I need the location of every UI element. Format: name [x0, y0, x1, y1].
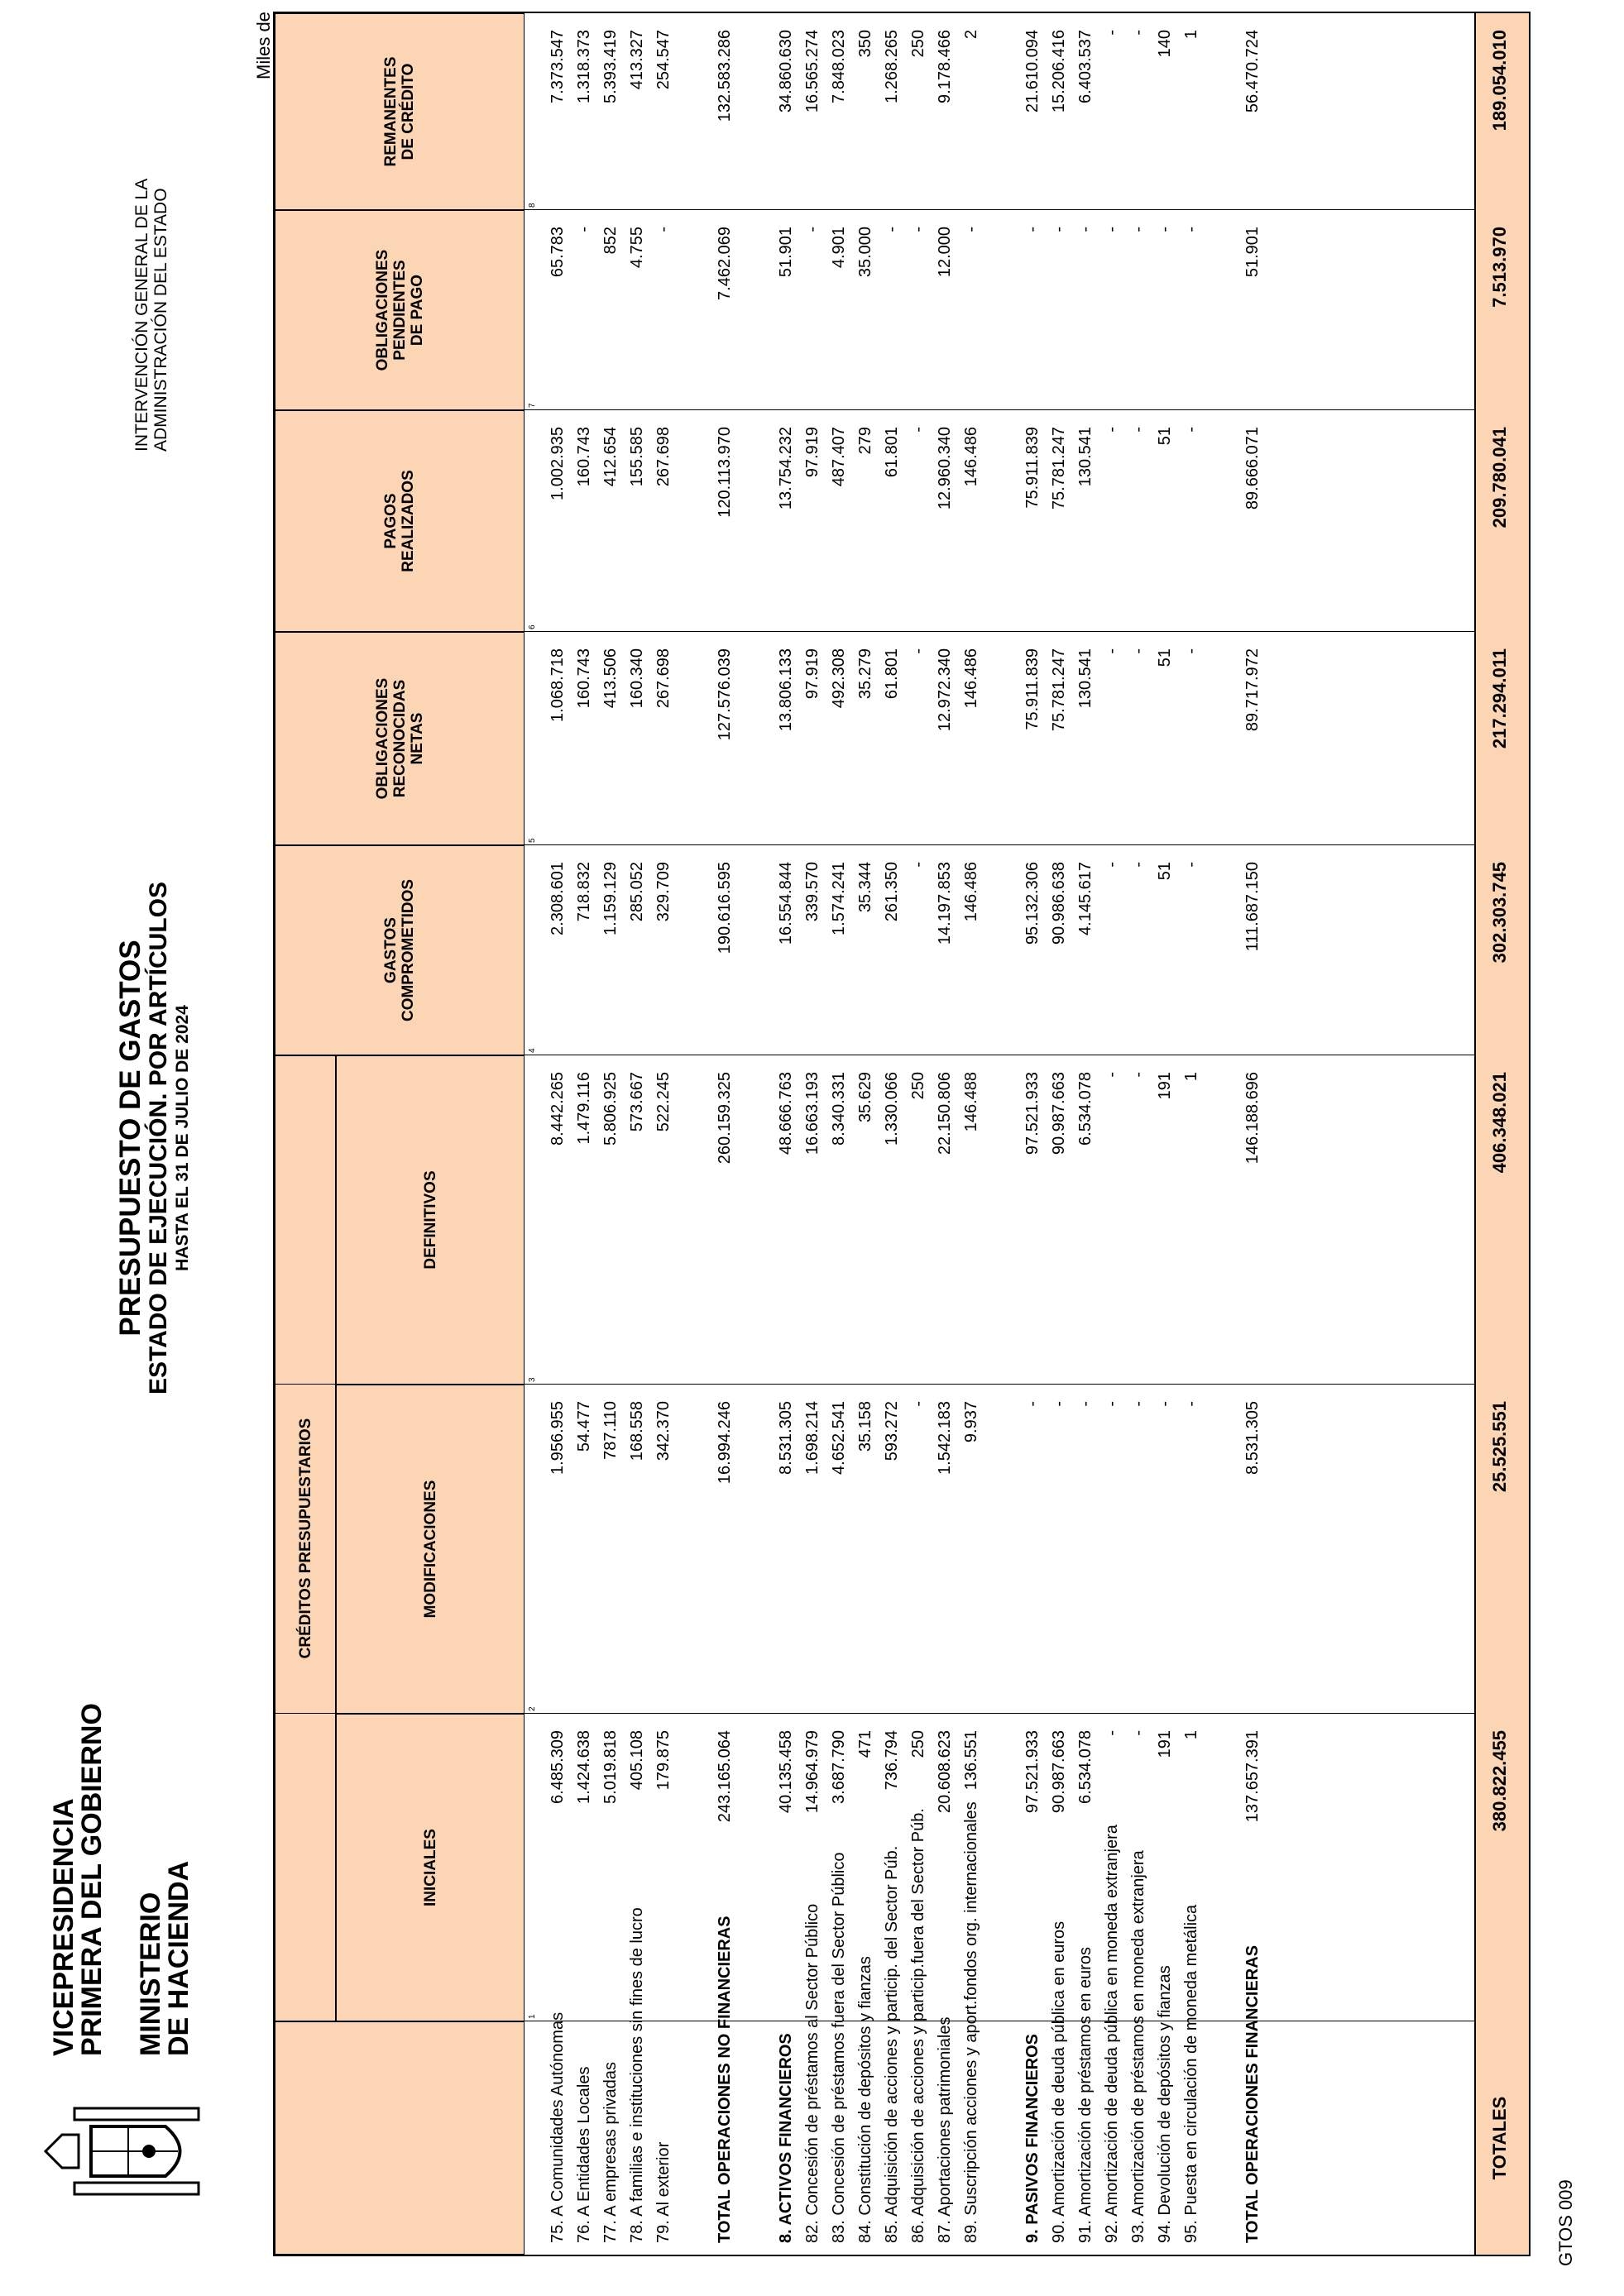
cell-gastos: 718.832 — [575, 862, 593, 922]
cell-obligaciones: - — [1129, 648, 1147, 654]
row-label: 83. Concesión de préstamos fuera del Sector Público — [830, 1852, 848, 2243]
col-label-pendientes-3: DE PAGO — [408, 274, 426, 347]
cell-obligaciones: 75.911.839 — [1023, 648, 1042, 730]
cell-remanentes: 413.327 — [628, 30, 646, 90]
cell-iniciales: 6.485.309 — [549, 1730, 567, 1804]
cell-iniciales: 1.424.638 — [575, 1730, 593, 1804]
cell-obligaciones: 267.698 — [654, 648, 673, 709]
cell-gastos: - — [1103, 862, 1121, 868]
cell-modificaciones: - — [1182, 1401, 1200, 1407]
cell-obligaciones: - — [1103, 648, 1121, 654]
cell-obligaciones: 413.506 — [601, 648, 620, 709]
cell-pendientes: 65.783 — [549, 227, 567, 278]
row-label: 87. Aportaciones patrimoniales — [936, 2016, 954, 2243]
igae-block — [132, 179, 170, 452]
budget-table — [273, 12, 1531, 2256]
col-label-remanentes-1: REMANENTES — [382, 56, 400, 167]
row-label: 93. Amortización de préstamos en moneda extranjera — [1129, 1850, 1147, 2243]
cell-obligaciones: 492.308 — [830, 648, 848, 709]
cell-pagos: 97.919 — [803, 427, 822, 478]
cell-pendientes: - — [1129, 227, 1147, 232]
cell-remanentes: 5.393.419 — [601, 30, 620, 103]
cell-pagos: 160.743 — [575, 427, 593, 487]
cell-gastos: 329.709 — [654, 862, 673, 922]
col-label-obligaciones-3: NETAS — [408, 712, 426, 765]
cell-pagos: 146.486 — [962, 427, 980, 487]
cell-gastos: 14.197.853 — [936, 862, 954, 945]
cell-pagos: 120.113.970 — [716, 427, 734, 518]
cell-pagos: 1.002.935 — [549, 427, 567, 500]
cell-modificaciones: - — [909, 1401, 927, 1407]
cell-obligaciones: 89.717.972 — [1243, 648, 1262, 732]
col-label-definitivos: DEFINITIVOS — [421, 1170, 439, 1270]
cell-modificaciones: 342.370 — [654, 1401, 673, 1461]
col-number-4: 4 — [528, 1048, 537, 1053]
cell-definitivos: 35.629 — [856, 1072, 874, 1123]
cell-remanentes: 7.848.023 — [830, 30, 848, 103]
cell-modificaciones: - — [1103, 1401, 1121, 1407]
cell-pagos: 75.781.247 — [1050, 427, 1068, 510]
col-number-1: 1 — [528, 2014, 537, 2019]
cell-pagos: 279 — [856, 427, 874, 455]
row-label: TOTAL OPERACIONES NO FINANCIERAS — [716, 1916, 734, 2243]
col-number-5: 5 — [528, 838, 537, 843]
cell-iniciales: 97.521.933 — [1023, 1730, 1042, 1814]
col-header-definitivos — [336, 1055, 525, 1385]
cell-gastos: 146.486 — [962, 862, 980, 922]
organization-name — [50, 1703, 106, 2056]
col-header-pendientes — [275, 210, 525, 410]
cell-remanentes: 21.610.094 — [1023, 30, 1042, 113]
report-subtitle: ESTADO DE EJECUCIÓN. POR ARTÍCULOS — [145, 881, 172, 1395]
cell-definitivos: 1.479.116 — [575, 1072, 593, 1145]
igae-line-2: ADMINISTRACIÓN DEL ESTADO — [151, 188, 170, 452]
cell-obligaciones: 146.486 — [962, 648, 980, 709]
col-header-pagos — [275, 410, 525, 632]
row-label: 79. Al exterior — [654, 2141, 673, 2243]
col-label-obligaciones-1: OBLIGACIONES — [373, 677, 391, 800]
creditos-group-label: CRÉDITOS PRESUPUESTARIOS — [296, 1418, 314, 1659]
report-date: HASTA EL 31 DE JULIO DE 2024 — [173, 1005, 192, 1271]
cell-gastos: 190.616.595 — [716, 862, 734, 954]
row-label: 90. Amortización de deuda pública en euros — [1050, 1921, 1068, 2243]
cell-remanentes: 7.373.547 — [549, 30, 567, 103]
cell-remanentes: 1.318.373 — [575, 30, 593, 103]
cell-iniciales: 471 — [856, 1730, 874, 1758]
cell-pendientes: 7.462.069 — [716, 227, 734, 300]
cell-pendientes: 51.901 — [777, 227, 795, 278]
cell-gastos: 95.132.306 — [1023, 862, 1042, 945]
cell-pagos: 130.541 — [1076, 427, 1095, 487]
cell-remanentes: 250 — [909, 30, 927, 58]
cell-iniciales: 40.135.458 — [777, 1730, 795, 1814]
cell-iniciales: 14.964.979 — [803, 1730, 822, 1814]
cell-definitivos: 6.534.078 — [1076, 1072, 1095, 1146]
cell-modificaciones: 8.531.305 — [777, 1401, 795, 1475]
cell-pagos: 12.960.340 — [936, 427, 954, 510]
col-number-2: 2 — [528, 1706, 537, 1711]
cell-obligaciones: 130.541 — [1076, 648, 1095, 709]
total-modificaciones: 25.525.551 — [1489, 1401, 1510, 1493]
cell-gastos: 35.344 — [856, 862, 874, 913]
cell-modificaciones: - — [1076, 1401, 1095, 1407]
cell-pagos: - — [1182, 427, 1200, 433]
row-label: TOTAL OPERACIONES FINANCIERAS — [1243, 1944, 1262, 2243]
col-label-iniciales: INICIALES — [421, 1829, 439, 1906]
col-header-remanentes — [275, 13, 525, 210]
row-label: 94. Devolución de depósitos y fianzas — [1156, 1965, 1174, 2243]
cell-modificaciones: 4.652.541 — [830, 1401, 848, 1475]
cell-remanentes: 9.178.466 — [936, 30, 954, 103]
cell-pagos: 487.407 — [830, 427, 848, 487]
cell-obligaciones: - — [1182, 648, 1200, 654]
cell-pendientes: - — [909, 227, 927, 232]
row-label: 85. Adquisición de acciones y particip. del Sector Púb. — [883, 1845, 901, 2243]
cell-remanentes: 16.565.274 — [803, 30, 822, 113]
total-definitivos: 406.348.021 — [1489, 1072, 1510, 1174]
col-number-7: 7 — [528, 403, 537, 408]
col-header-modificaciones — [336, 1385, 525, 1714]
cell-pendientes: - — [1023, 227, 1042, 232]
cell-remanentes: - — [1103, 30, 1121, 36]
cell-modificaciones: 593.272 — [883, 1401, 901, 1461]
row-label: 82. Concesión de préstamos al Sector Público — [803, 1903, 822, 2243]
cell-modificaciones: 8.531.305 — [1243, 1401, 1262, 1475]
cell-definitivos: 90.987.663 — [1050, 1072, 1068, 1155]
cell-iniciales: 405.108 — [628, 1730, 646, 1791]
cell-definitivos: 191 — [1156, 1072, 1174, 1100]
cell-definitivos: 5.806.925 — [601, 1072, 620, 1146]
cell-gastos: 339.570 — [803, 862, 822, 922]
row-label: 77. A empresas privadas — [601, 2061, 620, 2243]
cell-pagos: 155.585 — [628, 427, 646, 487]
col-label-gastos-1: GASTOS — [382, 917, 400, 983]
cell-pagos: 89.666.071 — [1243, 427, 1262, 510]
cell-obligaciones: 61.801 — [883, 648, 901, 700]
cell-obligaciones: - — [909, 648, 927, 654]
col-label-modificaciones: MODIFICACIONES — [421, 1480, 439, 1619]
cell-obligaciones: 160.340 — [628, 648, 646, 709]
cell-obligaciones: 13.806.133 — [777, 648, 795, 732]
cell-iniciales: 6.534.078 — [1076, 1730, 1095, 1804]
cell-remanentes: 132.583.286 — [716, 30, 734, 122]
row-label: 91. Amortización de préstamos en euros — [1076, 1947, 1095, 2243]
cell-definitivos: - — [1103, 1072, 1121, 1078]
totals-label: TOTALES — [1489, 2096, 1510, 2180]
cell-modificaciones: 9.937 — [962, 1401, 980, 1443]
cell-pendientes: - — [654, 227, 673, 232]
row-label: 92. Amortización de deuda pública en moneda extranjera — [1103, 1825, 1121, 2243]
cell-definitivos: 146.488 — [962, 1072, 980, 1132]
cell-definitivos: 260.159.325 — [716, 1072, 734, 1165]
row-label: 78. A familias e instituciones sin fines de lucro — [628, 1907, 646, 2243]
document-code: GTOS 009 — [1555, 2179, 1576, 2266]
cell-modificaciones: 54.477 — [575, 1401, 593, 1452]
creditos-group-header — [275, 1055, 336, 2021]
cell-gastos: - — [1182, 862, 1200, 868]
cell-obligaciones: 160.743 — [575, 648, 593, 709]
col-number-3: 3 — [528, 1377, 537, 1382]
col-label-pendientes-1: OBLIGACIONES — [373, 249, 391, 371]
cell-pendientes: - — [575, 227, 593, 232]
cell-definitivos: 1.330.066 — [883, 1072, 901, 1146]
report-title: PRESUPUESTO DE GASTOS — [114, 940, 146, 1337]
cell-iniciales: 20.608.623 — [936, 1730, 954, 1814]
cell-pendientes: 12.000 — [936, 227, 954, 278]
cell-pendientes: 51.901 — [1243, 227, 1262, 278]
cell-gastos: 16.554.844 — [777, 862, 795, 945]
cell-iniciales: 736.794 — [883, 1730, 901, 1791]
cell-definitivos: 8.340.331 — [830, 1072, 848, 1146]
col-label-pagos-2: REALIZADOS — [400, 470, 417, 572]
cell-definitivos: 1 — [1182, 1072, 1200, 1082]
org-line-1: VICEPRESIDENCIA — [48, 1798, 79, 2056]
cell-pagos: 267.698 — [654, 427, 673, 487]
cell-gastos: 285.052 — [628, 862, 646, 922]
col-header-iniciales — [336, 1714, 525, 2021]
cell-pagos: - — [909, 427, 927, 433]
cell-modificaciones: 35.158 — [856, 1401, 874, 1452]
cell-pendientes: - — [1050, 227, 1068, 232]
units-label: Miles de — [253, 12, 274, 79]
row-label: 76. A Entidades Locales — [575, 2066, 593, 2243]
cell-iniciales: 243.165.064 — [716, 1730, 734, 1823]
cell-remanentes: 15.206.416 — [1050, 30, 1068, 113]
row-label: 75. A Comunidades Autónomas — [549, 2011, 567, 2243]
cell-iniciales: - — [1103, 1730, 1121, 1736]
cell-pendientes: - — [1076, 227, 1095, 232]
cell-gastos: - — [1129, 862, 1147, 868]
cell-pagos: 61.801 — [883, 427, 901, 478]
row-label: 8. ACTIVOS FINANCIEROS — [777, 2033, 795, 2243]
coat-of-arms-icon — [41, 2102, 223, 2201]
cell-remanentes: 1.268.265 — [883, 30, 901, 103]
cell-gastos: 2.308.601 — [549, 862, 567, 935]
cell-remanentes: 254.547 — [654, 30, 673, 90]
cell-gastos: 111.687.150 — [1243, 862, 1262, 952]
cell-definitivos: 97.521.933 — [1023, 1072, 1042, 1155]
cell-obligaciones: 127.576.039 — [716, 648, 734, 741]
cell-pendientes: - — [883, 227, 901, 232]
col-header-gastos — [275, 845, 525, 1055]
row-label: 89. Suscripción acciones y aport.fondos org. internacionales — [962, 1801, 980, 2243]
cell-iniciales: 179.875 — [654, 1730, 673, 1791]
cell-obligaciones: 1.068.718 — [549, 648, 567, 722]
total-remanentes: 189.054.010 — [1489, 30, 1510, 132]
col-number-6: 6 — [528, 624, 537, 629]
cell-remanentes: 6.403.537 — [1076, 30, 1095, 103]
cell-gastos: 51 — [1156, 862, 1174, 881]
total-gastos: 302.303.745 — [1489, 862, 1510, 964]
col-label-remanentes-2: DE CRÉDITO — [400, 63, 417, 160]
cell-pagos: 13.754.232 — [777, 427, 795, 510]
total-pagos: 209.780.041 — [1489, 427, 1510, 529]
cell-pagos: 51 — [1156, 427, 1174, 446]
cell-pendientes: 4.755 — [628, 227, 646, 269]
igae-line-1: INTERVENCIÓN GENERAL DE LA — [132, 178, 151, 452]
cell-remanentes: 1 — [1182, 30, 1200, 40]
cell-modificaciones: - — [1050, 1401, 1068, 1407]
report-titles — [116, 559, 194, 1717]
total-obligaciones: 217.294.011 — [1489, 648, 1510, 749]
cell-definitivos: 22.150.806 — [936, 1072, 954, 1155]
cell-iniciales: 250 — [909, 1730, 927, 1758]
cell-iniciales: 137.657.391 — [1243, 1730, 1262, 1823]
cell-obligaciones: 97.919 — [803, 648, 822, 700]
cell-pagos: - — [1103, 427, 1121, 433]
row-label: 95. Puesta en circulación de moneda metálica — [1182, 1904, 1200, 2243]
cell-obligaciones: 35.279 — [856, 648, 874, 700]
cell-iniciales: 136.551 — [962, 1730, 980, 1791]
cell-modificaciones: - — [1156, 1401, 1174, 1407]
cell-modificaciones: - — [1129, 1401, 1147, 1407]
cell-definitivos: 522.245 — [654, 1072, 673, 1132]
cell-remanentes: - — [1129, 30, 1147, 36]
cell-modificaciones: 168.558 — [628, 1401, 646, 1461]
cell-pendientes: - — [803, 227, 822, 232]
cell-pendientes: 852 — [601, 227, 620, 255]
cell-modificaciones: 1.698.214 — [803, 1401, 822, 1475]
col-number-8: 8 — [528, 203, 537, 208]
row-label: 84. Constitución de depósitos y fianzas — [856, 1956, 874, 2243]
org-line-2: PRIMERA DEL GOBIERNO — [76, 1703, 108, 2056]
cell-pendientes: 35.000 — [856, 227, 874, 278]
cell-gastos: 4.145.617 — [1076, 862, 1095, 935]
cell-gastos: 1.574.241 — [830, 862, 848, 935]
cell-pagos: 412.654 — [601, 427, 620, 487]
cell-modificaciones: 787.110 — [601, 1401, 620, 1460]
cell-definitivos: 16.663.193 — [803, 1072, 822, 1155]
label-header-cell — [275, 2021, 525, 2255]
cell-modificaciones: - — [1023, 1401, 1042, 1407]
cell-remanentes: 140 — [1156, 30, 1174, 58]
cell-pagos: 75.911.839 — [1023, 427, 1042, 509]
cell-definitivos: 573.667 — [628, 1072, 646, 1132]
cell-definitivos: - — [1129, 1072, 1147, 1078]
col-label-obligaciones-2: RECONOCIDAS — [390, 679, 409, 798]
cell-definitivos: 8.442.265 — [549, 1072, 567, 1146]
col-label-pagos-1: PAGOS — [382, 493, 400, 549]
cell-iniciales: 90.987.663 — [1050, 1730, 1068, 1814]
cell-iniciales: 5.019.818 — [601, 1730, 620, 1804]
cell-iniciales: 3.687.790 — [830, 1730, 848, 1804]
cell-iniciales: - — [1129, 1730, 1147, 1736]
cell-definitivos: 48.666.763 — [777, 1072, 795, 1155]
cell-pendientes: - — [1156, 227, 1174, 232]
cell-pendientes: - — [1182, 227, 1200, 232]
cell-definitivos: 250 — [909, 1072, 927, 1100]
cell-remanentes: 350 — [856, 30, 874, 58]
ministry-name — [137, 1861, 193, 2056]
cell-pendientes: 4.901 — [830, 227, 848, 269]
cell-iniciales: 1 — [1182, 1730, 1200, 1740]
total-pendientes: 7.513.970 — [1489, 227, 1510, 308]
cell-modificaciones: 1.542.183 — [936, 1401, 954, 1475]
row-label: 86. Adquisición de acciones y particip.fuera del Sector Púb. — [909, 1808, 927, 2243]
cell-remanentes: 34.860.630 — [777, 30, 795, 113]
cell-remanentes: 2 — [962, 30, 980, 40]
cell-modificaciones: 16.994.246 — [716, 1401, 734, 1485]
cell-obligaciones: 51 — [1156, 648, 1174, 667]
col-header-obligaciones — [275, 632, 525, 845]
cell-pendientes: - — [1103, 227, 1121, 232]
cell-obligaciones: 75.781.247 — [1050, 648, 1068, 732]
cell-definitivos: 146.188.696 — [1243, 1072, 1262, 1165]
cell-iniciales: 191 — [1156, 1730, 1174, 1758]
cell-gastos: 90.986.638 — [1050, 862, 1068, 945]
col-label-pendientes-2: PENDIENTES — [390, 260, 409, 361]
cell-gastos: - — [909, 862, 927, 868]
row-label: 9. PASIVOS FINANCIEROS — [1023, 2033, 1042, 2243]
cell-obligaciones: 12.972.340 — [936, 648, 954, 732]
cell-gastos: 261.350 — [883, 862, 901, 922]
cell-gastos: 1.159.129 — [601, 862, 620, 935]
ministry-line-1: MINISTERIO — [135, 1892, 166, 2056]
col-label-gastos-2: COMPROMETIDOS — [400, 878, 417, 1022]
cell-pagos: - — [1129, 427, 1147, 433]
ministry-line-2: DE HACIENDA — [163, 1860, 194, 2056]
cell-modificaciones: 1.956.955 — [549, 1401, 567, 1475]
cell-remanentes: 56.470.724 — [1243, 30, 1262, 113]
total-iniciales: 380.822.455 — [1489, 1730, 1510, 1832]
cell-pendientes: - — [962, 227, 980, 232]
